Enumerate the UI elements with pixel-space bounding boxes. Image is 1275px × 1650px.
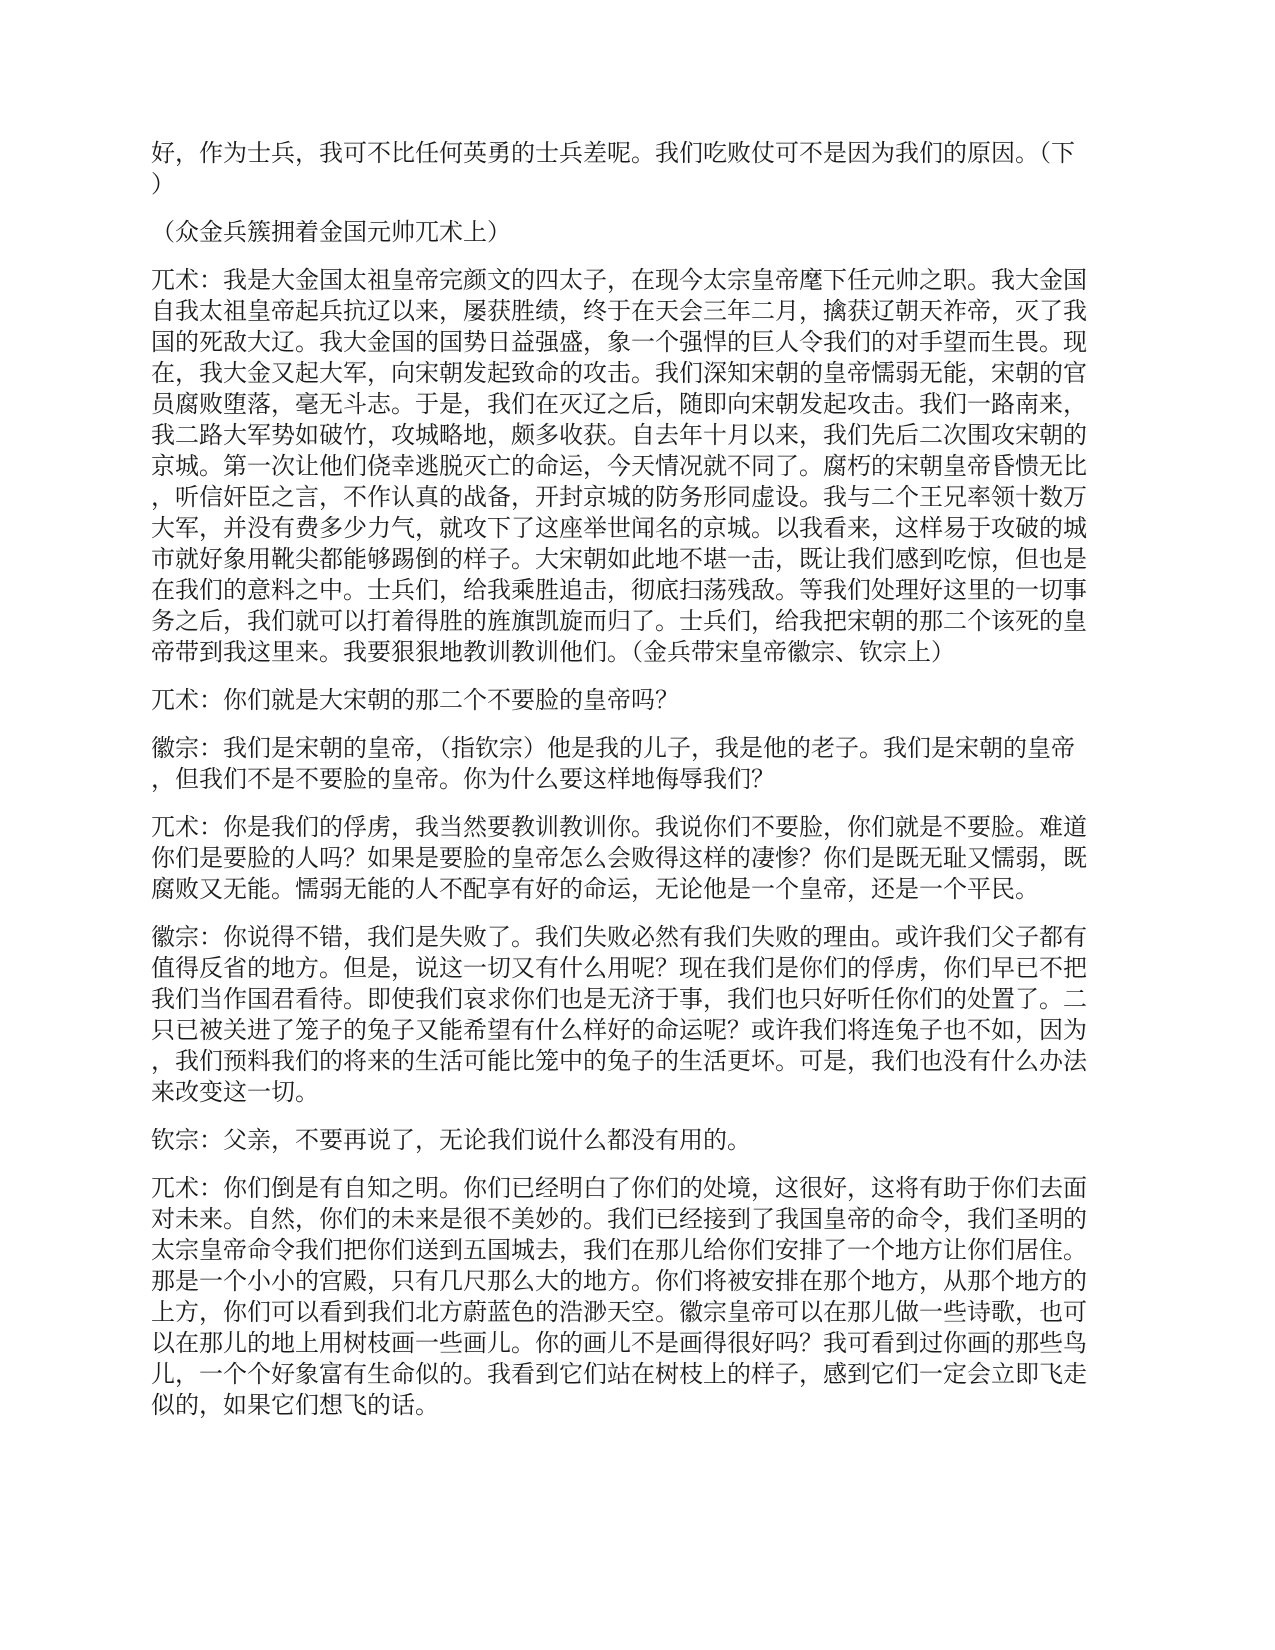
text-line: 兀术：你们就是大宋朝的那二个不要脸的皇帝吗？ (151, 686, 679, 714)
text-line: 员腐败堕落，毫无斗志。于是，我们在灭辽之后，随即向宋朝发起攻击。我们一路南来， (151, 390, 1087, 418)
text-line: 来改变这一切。 (151, 1078, 319, 1106)
paragraph (151, 733, 1129, 795)
text-line: 只已被关进了笼子的兔子又能希望有什么样好的命运呢？或许我们将连兔子也不如，因为 (151, 1016, 1087, 1044)
text-line: ，我们预料我们的将来的生活可能比笼中的兔子的生活更坏。可是，我们也没有什么办法 (151, 1047, 1087, 1075)
text-line: 儿，一个个好象富有生命似的。我看到它们站在树枝上的样子，感到它们一定会立即飞走 (151, 1360, 1087, 1388)
text-line: 对未来。自然，你们的未来是很不美妙的。我们已经接到了我国皇帝的命令，我们圣明的 (151, 1205, 1087, 1233)
text-line: 兀术：你是我们的俘虏，我当然要教训教训你。我说你们不要脸，你们就是不要脸。难道 (151, 813, 1087, 841)
text-line: ，但我们不是不要脸的皇帝。你为什么要这样地侮辱我们？ (151, 765, 775, 793)
text-line: 好，作为士兵，我可不比任何英勇的士兵差呢。我们吃败仗可不是因为我们的原因。（下 (151, 139, 1075, 167)
paragraph (151, 138, 1129, 200)
text-line: 在，我大金又起大军，向宋朝发起致命的攻击。我们深知宋朝的皇帝懦弱无能，宋朝的官 (151, 359, 1087, 387)
text-line: 自我太祖皇帝起兵抗辽以来，屡获胜绩，终于在天会三年二月，擒获辽朝天祚帝，灭了我 (151, 297, 1087, 325)
paragraph (151, 1173, 1129, 1421)
text-line: 徽宗：我们是宋朝的皇帝，（指钦宗）他是我的儿子，我是他的老子。我们是宋朝的皇帝 (151, 734, 1075, 762)
paragraph (151, 265, 1129, 668)
text-line: 我二路大军势如破竹，攻城略地，颇多收获。自去年十月以来，我们先后二次围攻宋朝的 (151, 421, 1087, 449)
paragraph (151, 922, 1129, 1108)
text-line: 国的死敌大辽。我大金国的国势日益强盛，象一个强悍的巨人令我们的对手望而生畏。现 (151, 328, 1087, 356)
text-line: 似的，如果它们想飞的话。 (151, 1391, 439, 1419)
text-line: 兀术：你们倒是有自知之明。你们已经明白了你们的处境，这很好，这将有助于你们去面 (151, 1174, 1087, 1202)
text-line: 太宗皇帝命令我们把你们送到五国城去，我们在那儿给你们安排了一个地方让你们居住。 (151, 1236, 1087, 1264)
paragraph (151, 1125, 1129, 1156)
document-page (151, 138, 1129, 1438)
text-line: 帝带到我这里来。我要狠狠地教训教训他们。（金兵带宋皇帝徽宗、钦宗上） (151, 638, 955, 666)
text-line: ，听信奸臣之言，不作认真的战备，开封京城的防务形同虚设。我与二个王兄率领十数万 (151, 483, 1087, 511)
text-line: 腐败又无能。懦弱无能的人不配享有好的命运，无论他是一个皇帝，还是一个平民。 (151, 875, 1039, 903)
paragraph (151, 685, 1129, 716)
text-line: 大军，并没有费多少力气，就攻下了这座举世闻名的京城。以我看来，这样易于攻破的城 (151, 514, 1087, 542)
text-line: 兀术：我是大金国太祖皇帝完颜文的四太子，在现今太宗皇帝麾下任元帅之职。我大金国 (151, 266, 1087, 294)
text-line: 我们当作国君看待。即使我们哀求你们也是无济于事，我们也只好听任你们的处置了。二 (151, 985, 1087, 1013)
text-line: 上方，你们可以看到我们北方蔚蓝色的浩渺天空。徽宗皇帝可以在那儿做一些诗歌，也可 (151, 1298, 1087, 1326)
text-line: ） (151, 170, 175, 198)
text-line: 那是一个小小的宫殿，只有几尺那么大的地方。你们将被安排在那个地方，从那个地方的 (151, 1267, 1087, 1295)
text-line: （众金兵簇拥着金国元帅兀术上） (151, 218, 511, 246)
document-body (151, 138, 1129, 1421)
text-line: 钦宗：父亲，不要再说了，无论我们说什么都没有用的。 (151, 1126, 751, 1154)
text-line: 值得反省的地方。但是，说这一切又有什么用呢？现在我们是你们的俘虏，你们早已不把 (151, 954, 1087, 982)
paragraph (151, 812, 1129, 905)
paragraph (151, 217, 1129, 248)
text-line: 市就好象用靴尖都能够踢倒的样子。大宋朝如此地不堪一击，既让我们感到吃惊，但也是 (151, 545, 1087, 573)
text-line: 务之后，我们就可以打着得胜的旌旗凯旋而归了。士兵们，给我把宋朝的那二个该死的皇 (151, 607, 1087, 635)
text-line: 徽宗：你说得不错，我们是失败了。我们失败必然有我们失败的理由。或许我们父子都有 (151, 923, 1087, 951)
text-line: 京城。第一次让他们侥幸逃脱灭亡的命运，今天情况就不同了。腐朽的宋朝皇帝昏愦无比 (151, 452, 1087, 480)
text-line: 以在那儿的地上用树枝画一些画儿。你的画儿不是画得很好吗？我可看到过你画的那些鸟 (151, 1329, 1087, 1357)
text-line: 在我们的意料之中。士兵们，给我乘胜追击，彻底扫荡残敌。等我们处理好这里的一切事 (151, 576, 1087, 604)
text-line: 你们是要脸的人吗？如果是要脸的皇帝怎么会败得这样的凄惨？你们是既无耻又懦弱，既 (151, 844, 1087, 872)
